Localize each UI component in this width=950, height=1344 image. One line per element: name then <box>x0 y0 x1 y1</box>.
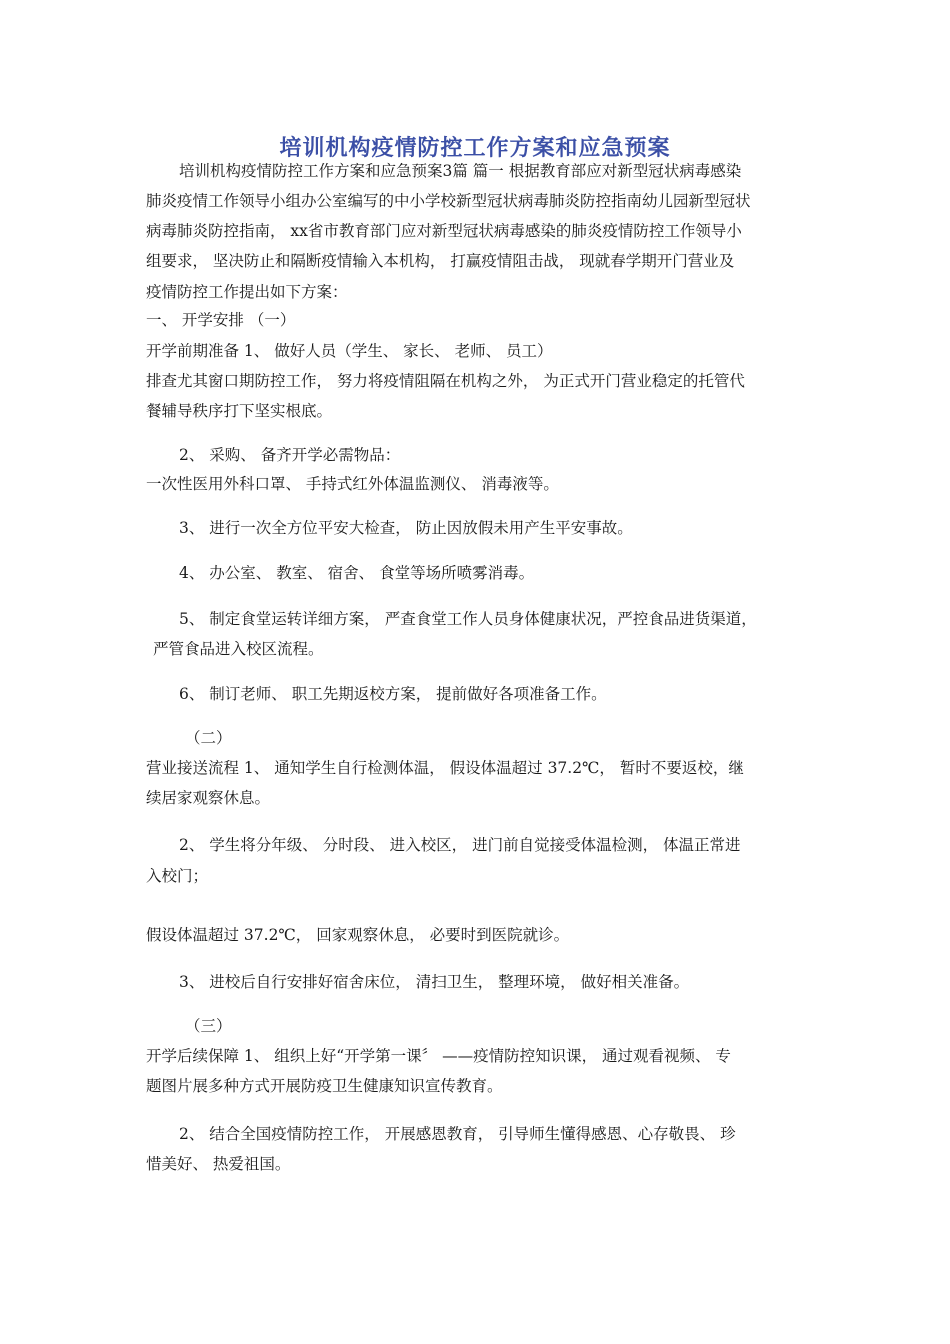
paragraph-line: 开学后续保障 1、 组织上好“开学第一课〞 ——疫情防控知识课， 通过观看视频、 专 <box>146 1047 731 1065</box>
list-item: 2、 采购、 备齐开学必需物品： <box>179 446 401 464</box>
section-heading: （二） <box>185 729 232 747</box>
list-item: 2、 学生将分年级、 分时段、 进入校区， 进门前自觉接受体温检测， 体温正常进 <box>179 836 741 854</box>
list-item: 6、 制订老师、 职工先期返校方案， 提前做好各项准备工作。 <box>179 685 607 703</box>
list-item: 3、 进行一次全方位平安大检查， 防止因放假未用产生平安事故。 <box>179 519 633 537</box>
paragraph-line: 餐辅导秩序打下坚实根底。 <box>146 402 333 420</box>
paragraph-line: 续居家观察休息。 <box>146 789 271 807</box>
section-heading: 一、 开学安排 （一） <box>146 311 296 329</box>
intro-line: 肺炎疫情工作领导小组办公室编写的中小学校新型冠状病毒肺炎防控指南幼儿园新型冠状 <box>146 192 751 210</box>
paragraph-line: 开学前期准备 1、 做好人员（学生、 家长、 老师、 员工） <box>146 342 553 360</box>
paragraph-line: 严管食品进入校区流程。 <box>153 640 324 658</box>
paragraph-line: 惜美好、 热爱祖国。 <box>146 1155 291 1173</box>
paragraph-line: 一次性医用外科口罩、 手持式红外体温监测仪、 消毒液等。 <box>146 475 559 493</box>
list-item: 4、 办公室、 教室、 宿舍、 食堂等场所喷雾消毒。 <box>179 564 535 582</box>
intro-line: 疫情防控工作提出如下方案： <box>146 283 348 301</box>
section-heading: （三） <box>185 1017 232 1035</box>
document-title: 培训机构疫情防控工作方案和应急预案 <box>279 136 671 161</box>
paragraph-line: 营业接送流程 1、 通知学生自行检测体温， 假设体温超过 37.2℃， 暂时不要返校，继 <box>146 759 744 777</box>
list-item: 5、 制定食堂运转详细方案， 严查食堂工作人员身体健康状况，严控食品进货渠道， <box>179 610 757 628</box>
list-item: 3、 进校后自行安排好宿舍床位， 清扫卫生， 整理环境， 做好相关准备。 <box>179 973 690 991</box>
paragraph-line: 入校门； <box>146 867 209 885</box>
list-item: 2、 结合全国疫情防控工作， 开展感恩教育， 引导师生懂得感恩、心存敬畏、 珍 <box>179 1125 736 1143</box>
intro-line: 病毒肺炎防控指南， xx省市教育部门应对新型冠状病毒感染的肺炎疫情防控工作领导小 <box>146 222 742 240</box>
intro-line: 组要求， 坚决防止和隔断疫情输入本机构， 打赢疫情阻击战， 现就春学期开门营业及 <box>146 252 735 270</box>
paragraph-line: 排查尤其窗口期防控工作， 努力将疫情阻隔在机构之外， 为正式开门营业稳定的托管代 <box>146 372 745 390</box>
intro-line: 培训机构疫情防控工作方案和应急预案3篇 篇一 根据教育部应对新型冠状病毒感染 <box>179 162 742 180</box>
paragraph-line: 题图片展多种方式开展防疫卫生健康知识宣传教育。 <box>146 1077 503 1095</box>
paragraph-line: 假设体温超过 37.2℃， 回家观察休息， 必要时到医院就诊。 <box>146 926 570 944</box>
